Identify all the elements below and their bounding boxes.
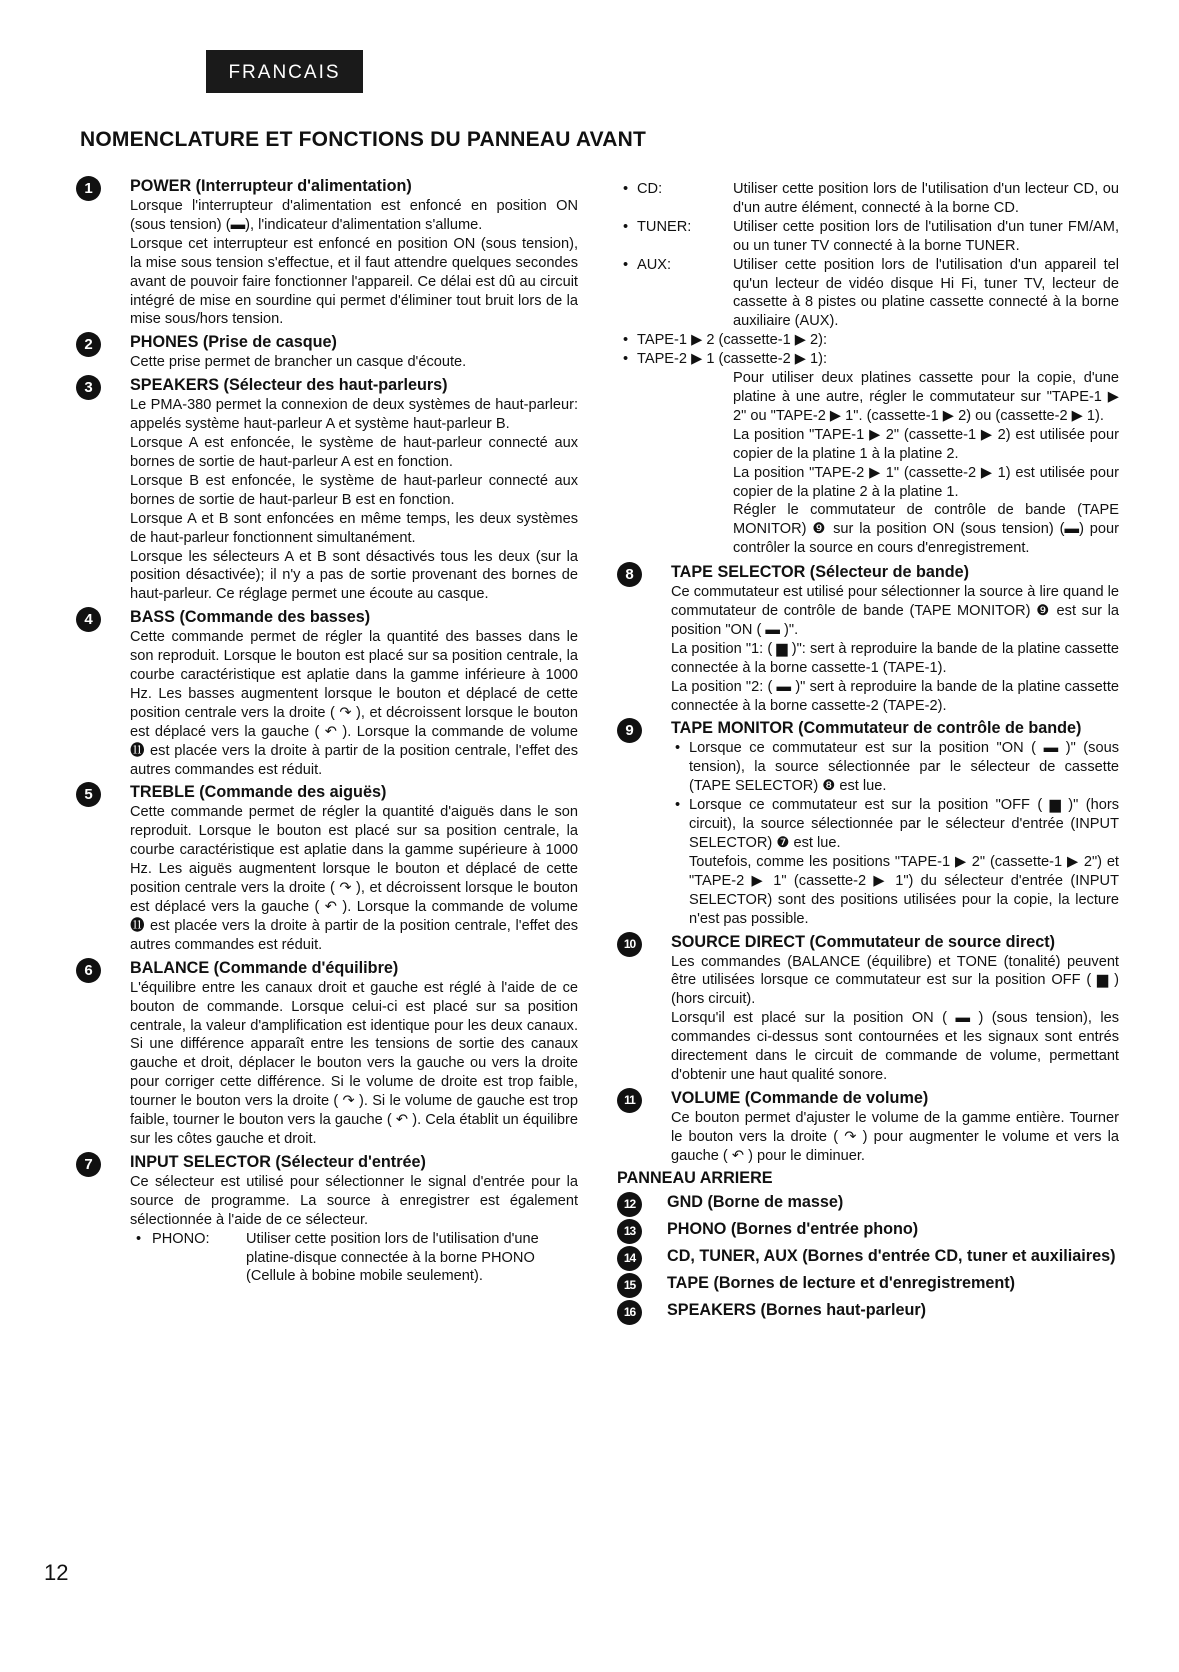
- left-column: [76, 176, 578, 1289]
- item-text: La position "1: ( ▆ )": sert à reproduire la bande de la platine cassette connectée à la borne cassette-1 (TAPE-1).: [671, 640, 1119, 676]
- item-phones: [76, 332, 578, 372]
- source-option-tape-2-1: [617, 350, 1119, 369]
- item-title: GND (Borne de masse): [667, 1192, 844, 1211]
- rear-item-gnd: [617, 1192, 1119, 1213]
- rear-item-phono: [617, 1219, 1119, 1240]
- item-text: Lorsque A est enfoncée, le système de haut-parleur connecté aux bornes de sortie de haut-parleur A est en fonction.: [130, 435, 578, 470]
- item-title: VOLUME (Commande de volume): [671, 1088, 929, 1107]
- item-title: TAPE MONITOR (Commutateur de contrôle de bande): [671, 719, 1082, 738]
- item-number-badge: 14: [617, 1246, 642, 1271]
- item-source-direct: [617, 932, 1119, 1085]
- item-balance: [76, 958, 578, 1149]
- source-text: Utiliser cette position lors de l'utilisation d'un tuner FM/AM, ou un tuner TV connecté à la borne TUNER.: [733, 218, 1119, 254]
- item-title: SOURCE DIRECT (Commutateur de source direct): [671, 932, 1056, 951]
- language-tab: FRANCAIS: [206, 50, 363, 93]
- item-text: L'équilibre entre les canaux droit et gauche est réglé à l'aide de ce bouton de commande. Lorsque celui-ci est placé sur sa position centrale, la valeur d'amplification est identique pour les deux canaux. Si une différence apparaît entre les tensions de sortie des canaux gauche et droit, déplacer le bouton vers la gauche ou vers la droite pour corriger cette différence. Si le volume de droite est trop faible, tourner le bouton vers la droite ( ↷ ). Si le volume de gauche est trop faible, tourner le bouton vers la gauche ( ↶ ). Cela établit un équilibre sur les côtes gauche et droit.: [130, 979, 578, 1147]
- item-text: Ce sélecteur est utilisé pour sélectionner le signal d'entrée pour la source de programme. La source à enregistrer est également sélectionnée à l'aide de ce sélecteur.: [130, 1173, 578, 1228]
- item-speakers: [76, 375, 578, 604]
- item-text: Le PMA-380 permet la connexion de deux systèmes de haut-parleur: appelés système haut-parleur A et système haut-parleur B.: [130, 397, 578, 433]
- item-text: Lorsque l'interrupteur d'alimentation est enfoncé en position ON (sous tension) (▬), l'indicateur d'alimentation s'allume.: [130, 198, 578, 233]
- item-input-selector: [76, 1152, 578, 1286]
- source-text: Utiliser cette position lors de l'utilisation d'une platine-disque connectée à la borne PHONO (Cellule à bobine mobile seulement).: [246, 1230, 539, 1285]
- rear-panel-heading: PANNEAU ARRIERE: [617, 1168, 773, 1187]
- item-text: Ce commutateur est utilisé pour sélectionner la source à lire quand le commutateur de contrôle de bande (TAPE MONITOR) ❾ est sur la position "ON ( ▬ )".: [671, 584, 1119, 638]
- source-option-phono: [130, 1230, 578, 1287]
- item-title: POWER (Interrupteur d'alimentation): [130, 177, 412, 195]
- page-title: NOMENCLATURE ET FONCTIONS DU PANNEAU AVANT: [80, 128, 647, 151]
- item-number-badge: 1: [76, 176, 101, 201]
- item-number-badge: 9: [617, 718, 642, 743]
- item-text: Lorsque B est enfoncée, le système de haut-parleur connecté aux bornes de sortie de haut-parleur B est en fonction.: [130, 472, 578, 508]
- rear-item-inputs: [617, 1246, 1119, 1267]
- item-text: Cette commande permet de régler la quantité des basses dans le son reproduit. Lorsque le bouton est placé sur sa position centrale, la courbe caractéristique est aplatie dans la gamme inférieure à 1000 Hz. Les basses augmentent lorsque le bouton et déplacé de cette position centrale vers la droite ( ↷ ), et décroissent lorsque le bouton est déplacé vers la gauche ( ↶ ). Lorsque la commande de volume ⓫ est placée vers la droite à partir de la position centrale, l'effet des autres commandes est réduit.: [130, 629, 578, 778]
- tape-copy-text: Régler le commutateur de contrôle de bande (TAPE MONITOR) ❾ sur la position ON (sous tension) (▬) pour contrôler la source en cours d'enregistrement.: [733, 502, 1119, 557]
- source-label: • AUX:: [637, 256, 672, 273]
- source-option-tuner: [617, 218, 1119, 256]
- item-text: Cette commande permet de régler la quantité d'aiguës dans le son reproduit. Lorsque le bouton est placé sur sa position centrale, la courbe caractéristique est aplatie dans la gamme supérieure à 1000 Hz. Les aiguës augmentent lorsque le bouton et déplacé de cette position centrale vers la droite ( ↷ ), et décroissent lorsque le bouton est déplacé vers la gauche ( ↶ ). Lorsque la commande de volume ⓫ est placée vers la droite à partir de la position centrale, l'effet des autres commandes est réduit.: [130, 804, 578, 953]
- item-number-badge: 6: [76, 958, 101, 983]
- item-title: SPEAKERS (Bornes haut-parleur): [667, 1300, 927, 1319]
- item-number-badge: 11: [617, 1088, 642, 1113]
- tape-copy-text: Pour utiliser deux platines cassette pour la copie, d'une platine à une autre, régler le commutateur sur "TAPE-1 ▶ 2" ou "TAPE-2 ▶ 1". (cassette-1 ▶ 2) ou (cassette-2 ▶ 1).: [733, 370, 1119, 424]
- source-label: • TAPE-2 ▶ 1 (cassette-2 ▶ 1):: [637, 351, 828, 368]
- item-title: PHONES (Prise de casque): [130, 333, 337, 352]
- item-treble: [76, 782, 578, 954]
- source-label: • CD:: [637, 181, 663, 197]
- item-title: BALANCE (Commande d'équilibre): [130, 958, 399, 977]
- item-bass: [76, 607, 578, 779]
- item-number-badge: 3: [76, 375, 101, 400]
- item-tape-monitor: [617, 718, 1119, 928]
- item-title: TAPE SELECTOR (Sélecteur de bande): [671, 563, 970, 582]
- item-number-badge: 5: [76, 782, 101, 807]
- item-title: TAPE (Bornes de lecture et d'enregistrement): [667, 1273, 1016, 1292]
- tape-copy-text: La position "TAPE-2 ▶ 1" (cassette-2 ▶ 1) est utilisée pour copier de la platine 2 à la platine 1.: [733, 464, 1119, 500]
- item-text: Lorsque A et B sont enfoncées en même temps, les deux systèmes de haut-parleur fonctionnent simultanément.: [130, 510, 578, 546]
- item-title: CD, TUNER, AUX (Bornes d'entrée CD, tuner et auxiliaires): [667, 1246, 1116, 1265]
- source-text: Utiliser cette position lors de l'utilisation d'un appareil tel qu'un lecteur de vidéo disque Hi Fi, tuner TV, lecteur de cassette à 8 pistes ou platine cassette connecté à la borne auxiliaire (AUX).: [733, 256, 1119, 330]
- source-label: • TAPE-1 ▶ 2 (cassette-1 ▶ 2):: [637, 332, 828, 349]
- item-text: Ce bouton permet d'ajuster le volume de la gamme entière. Tourner le bouton vers la droite ( ↷ ) pour augmenter le volume et vers la gauche ( ↶ ) pour le diminuer.: [671, 1109, 1119, 1164]
- item-text: Lorsque cet interrupteur est enfoncé en position ON (sous tension), la mise sous tension s'effectue, et il faut attendre quelques secondes avant de pouvoir faire fonctionner l'appareil. Ce délai est dû au circuit intégré de mise en sourdine qui permet d'éliminer tout bruit lors de la mise sous/hors tension.: [130, 235, 578, 328]
- item-title: INPUT SELECTOR (Sélecteur d'entrée): [130, 1152, 426, 1171]
- item-title: SPEAKERS (Sélecteur des haut-parleurs): [130, 376, 448, 395]
- item-number-badge: 2: [76, 332, 101, 357]
- source-text: Utiliser cette position lors de l'utilisation d'un lecteur CD, ou d'un autre élément, connecté à la borne CD.: [733, 181, 1119, 216]
- item-text: Lorsque les sélecteurs A et B sont désactivés tous les deux (sur la position désactivée); il n'y a pas de sortie provenant des bornes de haut-parleur. Ce réglage permet une écoute au casque.: [130, 548, 578, 603]
- source-label: • PHONO:: [152, 1230, 210, 1247]
- item-title: PHONO (Bornes d'entrée phono): [667, 1219, 919, 1238]
- item-number-badge: 7: [76, 1152, 101, 1177]
- item-text: Les commandes (BALANCE (équilibre) et TONE (tonalité) peuvent être utilisées lorsque ce commutateur est sur la position OFF ( ▆ ) (hors circuit).: [671, 953, 1119, 1008]
- rear-item-speakers: [617, 1300, 1119, 1321]
- right-column: [617, 180, 1119, 1327]
- item-title: BASS (Commande des basses): [130, 608, 371, 627]
- tape-copy-text: La position "TAPE-1 ▶ 2" (cassette-1 ▶ 2) est utilisée pour copier de la platine 1 à la platine 2.: [733, 426, 1119, 462]
- source-option-cd: [617, 180, 1119, 218]
- source-option-tape-1-2: [617, 331, 1119, 350]
- item-number-badge: 12: [617, 1192, 642, 1217]
- item-number-badge: 4: [76, 607, 101, 632]
- item-title: TREBLE (Commande des aiguës): [130, 783, 387, 802]
- item-text: Toutefois, comme les positions "TAPE-1 ▶ 2" (cassette-1 ▶ 2") et "TAPE-2 ▶ 1" (cassette-2 ▶ 1") du sélecteur d'entrée (INPUT SELECTOR) sont des positions utilisées pour la copie, la lecture n'est pas possible.: [689, 853, 1119, 927]
- bullet-item: • Lorsque ce commutateur est sur la position "ON ( ▬ )" (sous tension), la source sélectionnée par le sélecteur de cassette (TAPE SELECTOR) ❽ est lue.: [671, 739, 1119, 796]
- item-volume: [617, 1088, 1119, 1166]
- source-option-aux: [617, 256, 1119, 332]
- page-number: 12: [44, 1560, 69, 1585]
- item-tape-selector: [617, 562, 1119, 715]
- source-label: • TUNER:: [637, 218, 692, 235]
- item-number-badge: 13: [617, 1219, 642, 1244]
- item-number-badge: 10: [617, 932, 642, 957]
- item-number-badge: 16: [617, 1300, 642, 1325]
- item-text: Cette prise permet de brancher un casque d'écoute.: [130, 354, 467, 371]
- item-text: La position "2: ( ▬ )" sert à reproduire la bande de la platine cassette connectée à la borne cassette-2 (TAPE-2).: [671, 678, 1119, 714]
- item-power: [76, 176, 578, 329]
- bullet-item: • Lorsque ce commutateur est sur la position "OFF ( ▆ )" (hors circuit), la source sélectionnée par le sélecteur d'entrée (INPUT SELECTOR) ❼ est lue.: [671, 796, 1119, 853]
- item-number-badge: 8: [617, 562, 642, 587]
- rear-item-tape: [617, 1273, 1119, 1294]
- item-number-badge: 15: [617, 1273, 642, 1298]
- item-text: Lorsqu'il est placé sur la position ON ( ▬ ) (sous tension), les commandes ci-dessus sont contournées et les signaux sont entrés directement dans le circuit de commande de volume, permettant d'obtenir une haut qualité sonore.: [671, 1010, 1119, 1083]
